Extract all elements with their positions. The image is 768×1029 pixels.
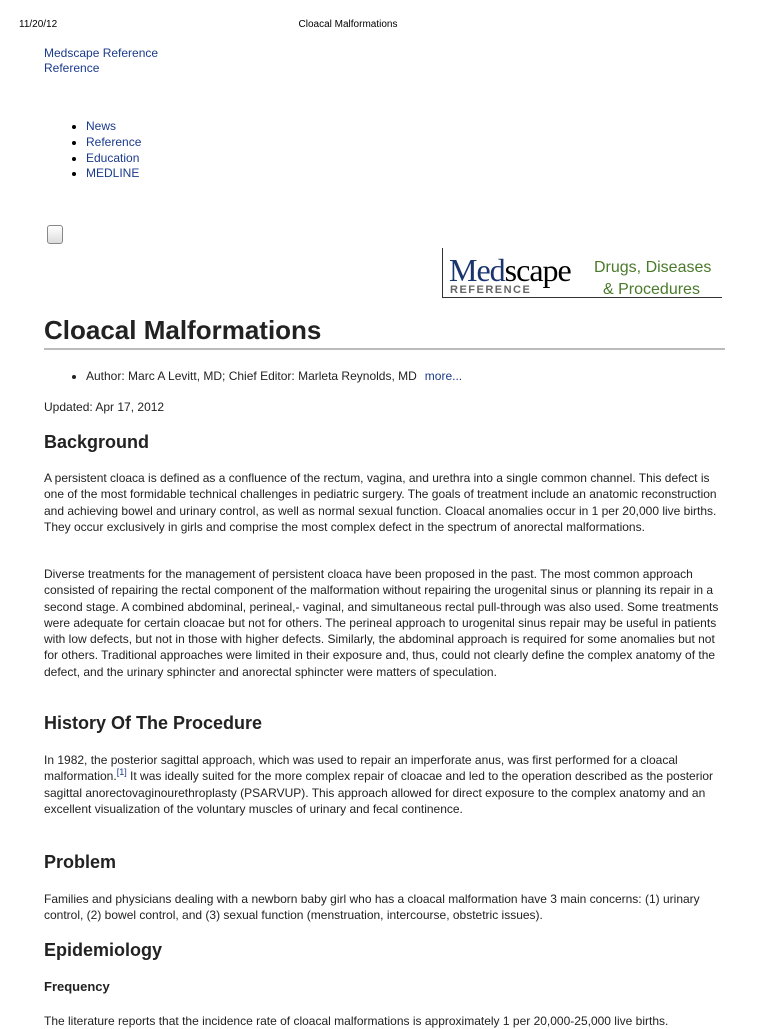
medscape-logo[interactable] <box>442 248 722 298</box>
subheading-frequency: Frequency <box>44 979 110 994</box>
reference-link[interactable]: Reference <box>44 61 100 75</box>
background-paragraph-1: A persistent cloaca is defined as a confluence of the rectum, vagina, and urethra into a single common channel. This defect is one of the most formidable technical challenges in pediatric surgery. The goals of treatment include an anatomic reconstruction and achieving bowel and urinary control, as well as normal sexual function. Cloacal anomalies occur in 1 per 20,000 live births. They occur exclusively in girls and comprise the most complex defect in the spectrum of anorectal malformations. <box>44 471 717 534</box>
history-paragraph-1 <box>44 752 724 817</box>
main-nav <box>44 119 141 182</box>
logo-tagline <box>594 257 716 301</box>
background-paragraph-2: Diverse treatments for the management of persistent cloaca have been proposed in the past. The most common approach consisted of repairing the rectal component of the malformation without repairing the urogenital sinus or planning its repair in a second stage. A combined abdominal, perineal,- vaginal, and simultaneous rectal pull-through was also used. Some treatments were adequate for certain cloacae but not for others. The perineal approach to urogenital sinus repair may be useful in patients with low defects, but not in those with higher defects. Similarly, the abdominal approach is required for some anomalies but not for others. Traditional approaches were limited in their exposure and, thus, could not clearly define the complex anatomy of the defect, and the urinary sphincter and anorectal sphincter were matters of speculation. <box>44 567 719 679</box>
nav-item-reference <box>86 135 141 151</box>
logo-tagline-line1: Drugs, Diseases <box>594 259 712 276</box>
page-title: Cloacal Malformations <box>44 315 322 345</box>
title-divider <box>44 348 725 350</box>
nav-link-reference[interactable]: Reference <box>86 134 142 149</box>
nav-item-news <box>86 119 141 135</box>
reference-superscript <box>117 767 127 777</box>
site-links <box>44 46 158 76</box>
author-list <box>44 368 462 384</box>
updated-date: Updated: Apr 17, 2012 <box>44 400 165 414</box>
more-authors-link[interactable]: more... <box>424 369 463 383</box>
nav-item-medline <box>86 166 141 182</box>
nav-link-medline[interactable]: MEDLINE <box>86 166 140 181</box>
medscape-reference-link[interactable]: Medscape Reference <box>44 46 159 60</box>
reference-link-1[interactable]: [1] <box>116 767 127 778</box>
logo-reference: REFERENCE <box>450 284 532 296</box>
section-heading-problem: Problem <box>44 852 117 872</box>
section-heading-history: History Of The Procedure <box>44 713 263 733</box>
author-text: Author: Marc A Levitt, MD; Chief Editor: Marleta Reynolds, MD <box>86 369 417 383</box>
nav-link-news[interactable]: News <box>86 119 117 133</box>
section-heading-background: Background <box>44 432 150 452</box>
logo-med: Med <box>449 252 505 288</box>
nav-item-education <box>86 151 141 167</box>
history-text-before: In 1982, the posterior sagittal approach, which was used to repair an imperforate anus, was first performed for a cloacal malformation. <box>44 753 678 784</box>
print-header <box>0 19 768 33</box>
print-title: Cloacal Malformations <box>298 19 398 30</box>
logo-vertical-rule <box>442 248 443 297</box>
author-item <box>86 368 462 384</box>
history-text-after: It was ideally suited for the more complex repair of cloacae and led to the operation described as the posterior sagittal anorectovaginourethroplasty (PSARVUP). This approach allowed for direct exposure to the complex anatomy and an excellent visualization of the voluntary muscles of urinary and fecal continence. <box>44 769 714 816</box>
menu-checkbox[interactable] <box>47 225 63 244</box>
logo-scape: scape <box>504 252 571 288</box>
print-date: 11/20/12 <box>19 19 58 30</box>
section-heading-epidemiology: Epidemiology <box>44 940 163 960</box>
nav-link-education[interactable]: Education <box>86 150 140 165</box>
frequency-paragraph-1: The literature reports that the incidence rate of cloacal malformations is approximately 1 per 20,000-25,000 live births. <box>44 1014 669 1028</box>
logo-tagline-line2: & Procedures <box>603 281 700 298</box>
problem-paragraph-1: Families and physicians dealing with a newborn baby girl who has a cloacal malformation have 3 main concerns: (1) urinary control, (2) bowel control, and (3) sexual function (menstruation, intercourse, obstetric issues). <box>44 892 700 923</box>
